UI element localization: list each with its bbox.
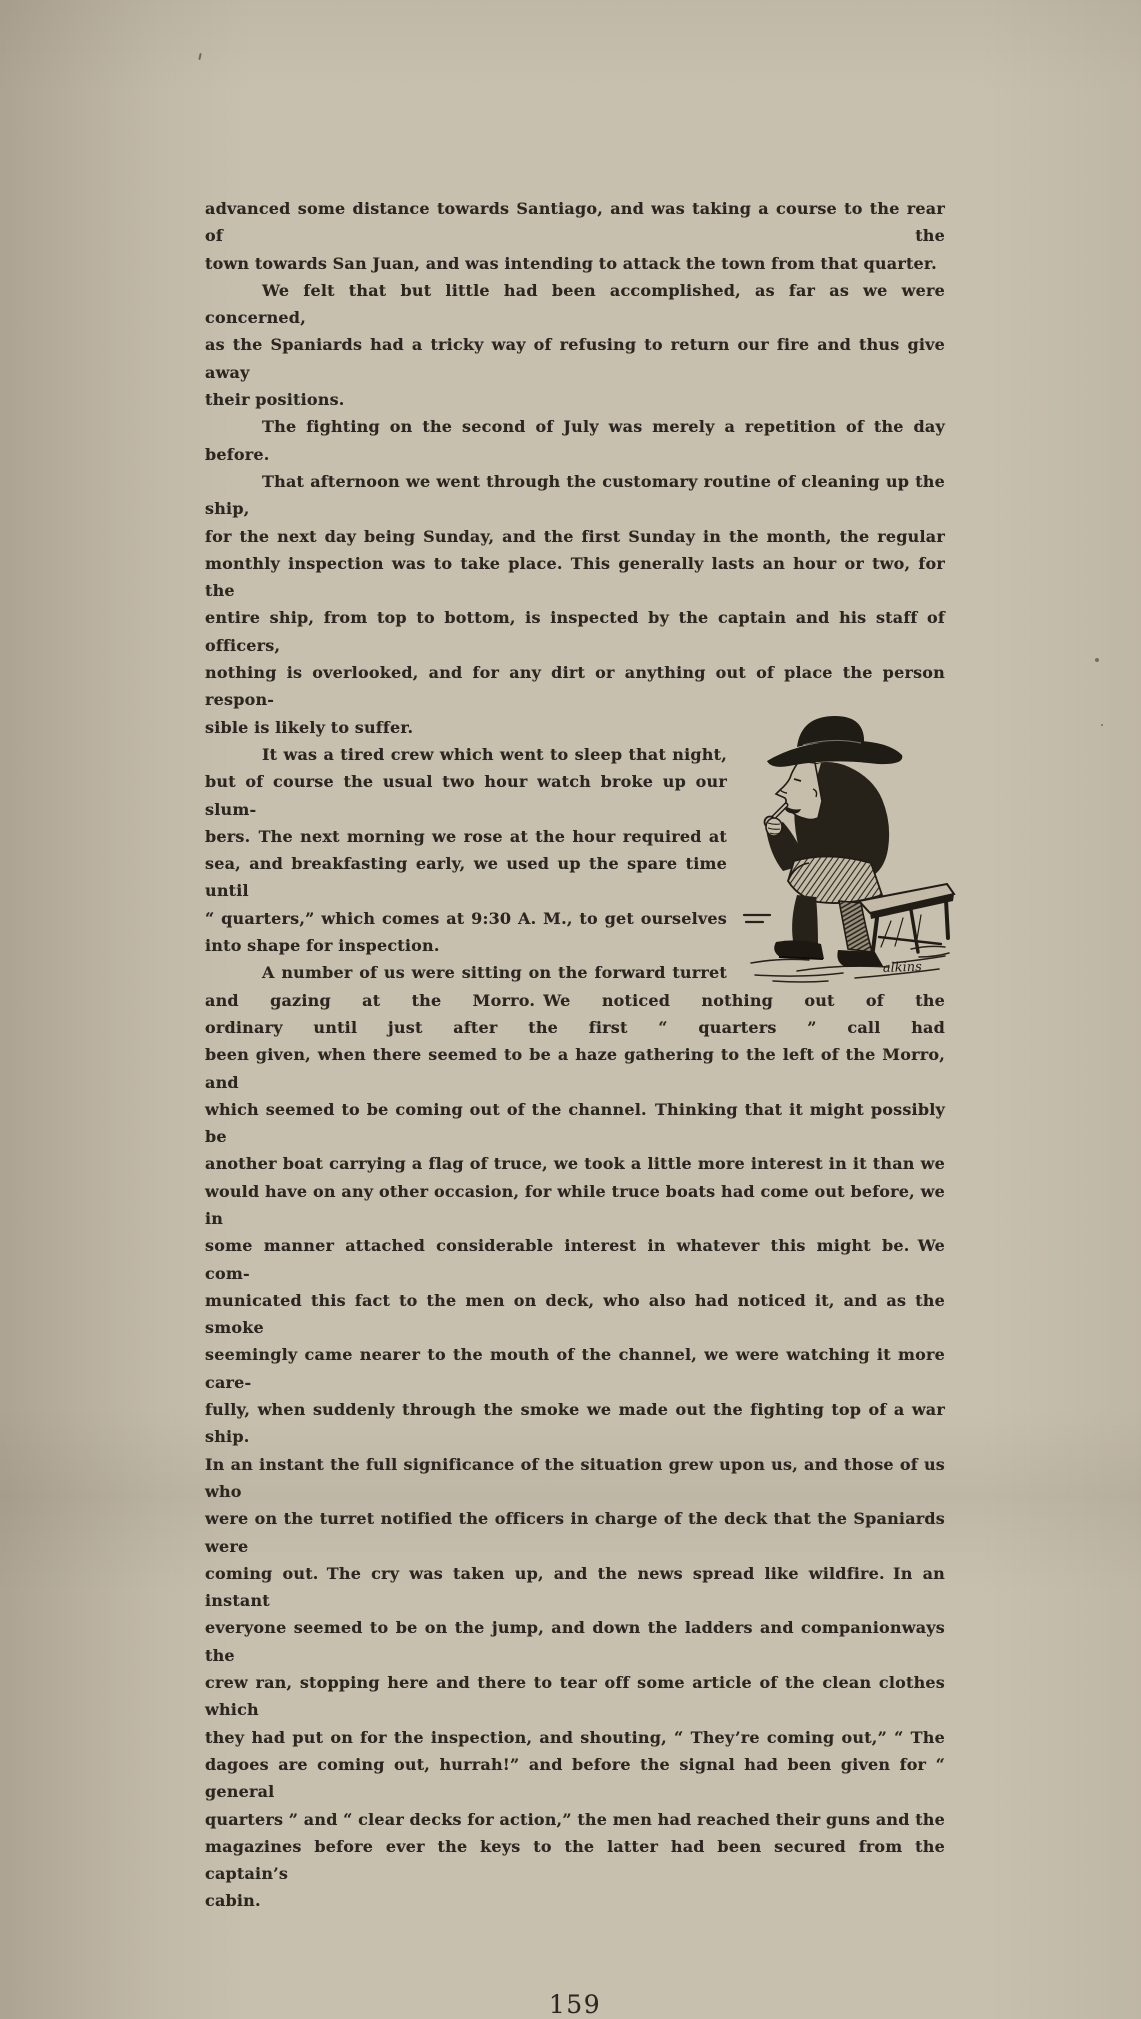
text-line: dagoes are coming out, hurrah!” and before the signal had been given for “ general: [205, 1754, 945, 1802]
text-line: crew ran, stopping here and there to tear off some article of the clean clothes which: [205, 1673, 945, 1720]
text-line: seemingly came nearer to the mouth of the channel, we were watching it more care-: [205, 1345, 945, 1392]
text-line: quarters ” and “ clear decks for action,” the men had reached their guns and the: [205, 1809, 945, 1829]
near-leg: [792, 895, 818, 945]
text-line: would have on any other occasion, for while truce boats had come out before, we in: [205, 1181, 945, 1228]
text-line: coming out. The cry was taken up, and the news spread like wildfire. In an instant: [205, 1563, 945, 1611]
text-line: into shape for inspection.: [205, 936, 440, 956]
artist-signature: alkins: [882, 959, 923, 976]
paragraph-container: [205, 195, 945, 1915]
pipe-stem: [772, 805, 786, 819]
text-line: The fighting on the second of July was merely a repetition of the day before.: [205, 417, 945, 464]
seated-sailor-illustration: [743, 705, 959, 985]
paragraph: [205, 195, 945, 277]
text-line: some manner attached considerable interest in whatever this might be. We com-: [205, 1236, 945, 1283]
text-line: ordinary until just after the first “ quarters ” call had: [205, 1017, 945, 1037]
text-line: We felt that but little had been accomplished, as far as we were concerned,: [205, 280, 945, 328]
pipe-smoker-sketch-icon: [743, 705, 959, 985]
text-line: advanced some distance towards Santiago, and was taking a course to the rear of the: [205, 199, 945, 246]
paper-speck: [1101, 724, 1103, 726]
text-line: “ quarters,” which comes at 9:30 A. M., to get ourselves: [205, 908, 727, 928]
text-line: they had put on for the inspection, and shouting, “ They’re coming out,” “ The: [205, 1727, 945, 1747]
text-line: town towards San Juan, and was intending to attack the town from that quarter.: [205, 253, 937, 273]
text-line: everyone seemed to be on the jump, and down the ladders and companionways the: [205, 1618, 945, 1665]
text-line: monthly inspection was to take place. This generally lasts an hour or two, for the: [205, 553, 945, 601]
text-line: It was a tired crew which went to sleep that night,: [262, 744, 727, 764]
text-line: their positions.: [205, 390, 345, 410]
paragraph: [205, 959, 945, 1914]
text-line: That afternoon we went through the customary routine of cleaning up the ship,: [205, 471, 945, 519]
text-line: municated this fact to the men on deck, who also had noticed it, and as the smoke: [205, 1290, 945, 1338]
seated-man: [765, 716, 903, 967]
paper-speck: [1095, 658, 1099, 662]
far-boot: [837, 950, 883, 967]
text-line: fully, when suddenly through the smoke we made out the fighting top of a war ship.: [205, 1400, 945, 1447]
text-line: bers. The next morning we rose at the hour required at: [205, 826, 727, 846]
text-line: sible is likely to suffer.: [205, 717, 414, 737]
paragraph: [205, 413, 945, 468]
text-line: were on the turret notified the officers in charge of the deck that the Spaniards were: [205, 1509, 945, 1556]
text-line: sea, and breakfasting early, we used up the spare time until: [205, 854, 727, 901]
text-line: nothing is overlooked, and for any dirt or anything out of place the person respon-: [205, 663, 945, 710]
stray-dash-marks: [744, 915, 770, 922]
page-number: 159: [548, 1989, 602, 2019]
text-line: another boat carrying a flag of truce, we took a little more interest in it than we: [205, 1154, 945, 1174]
text-line: but of course the usual two hour watch broke up our slum-: [205, 772, 727, 819]
text-line: and gazing at the Morro. We noticed nothing out of the: [205, 990, 945, 1010]
text-line: In an instant the full significance of the situation grew upon us, and those of us who: [205, 1454, 945, 1501]
text-line: been given, when there seemed to be a haze gathering to the left of the Morro, and: [205, 1045, 945, 1092]
text-line: which seemed to be coming out of the channel. Thinking that it might possibly be: [205, 1099, 945, 1147]
text-line: A number of us were sitting on the forward turret: [262, 963, 727, 983]
text-line: cabin.: [205, 1891, 261, 1911]
text-line: for the next day being Sunday, and the first Sunday in the month, the regular: [205, 526, 945, 546]
text-line: magazines before ever the keys to the latter had been secured from the captain’s: [205, 1836, 945, 1884]
paper-speck: [198, 53, 201, 60]
text-line: entire ship, from top to bottom, is inspected by the captain and his staff of officers,: [205, 608, 945, 655]
paragraph: [205, 277, 945, 413]
page-text: [205, 195, 945, 2019]
paragraph: [205, 468, 945, 741]
text-line: as the Spaniards had a tricky way of refusing to return our fire and thus give away: [205, 335, 945, 382]
